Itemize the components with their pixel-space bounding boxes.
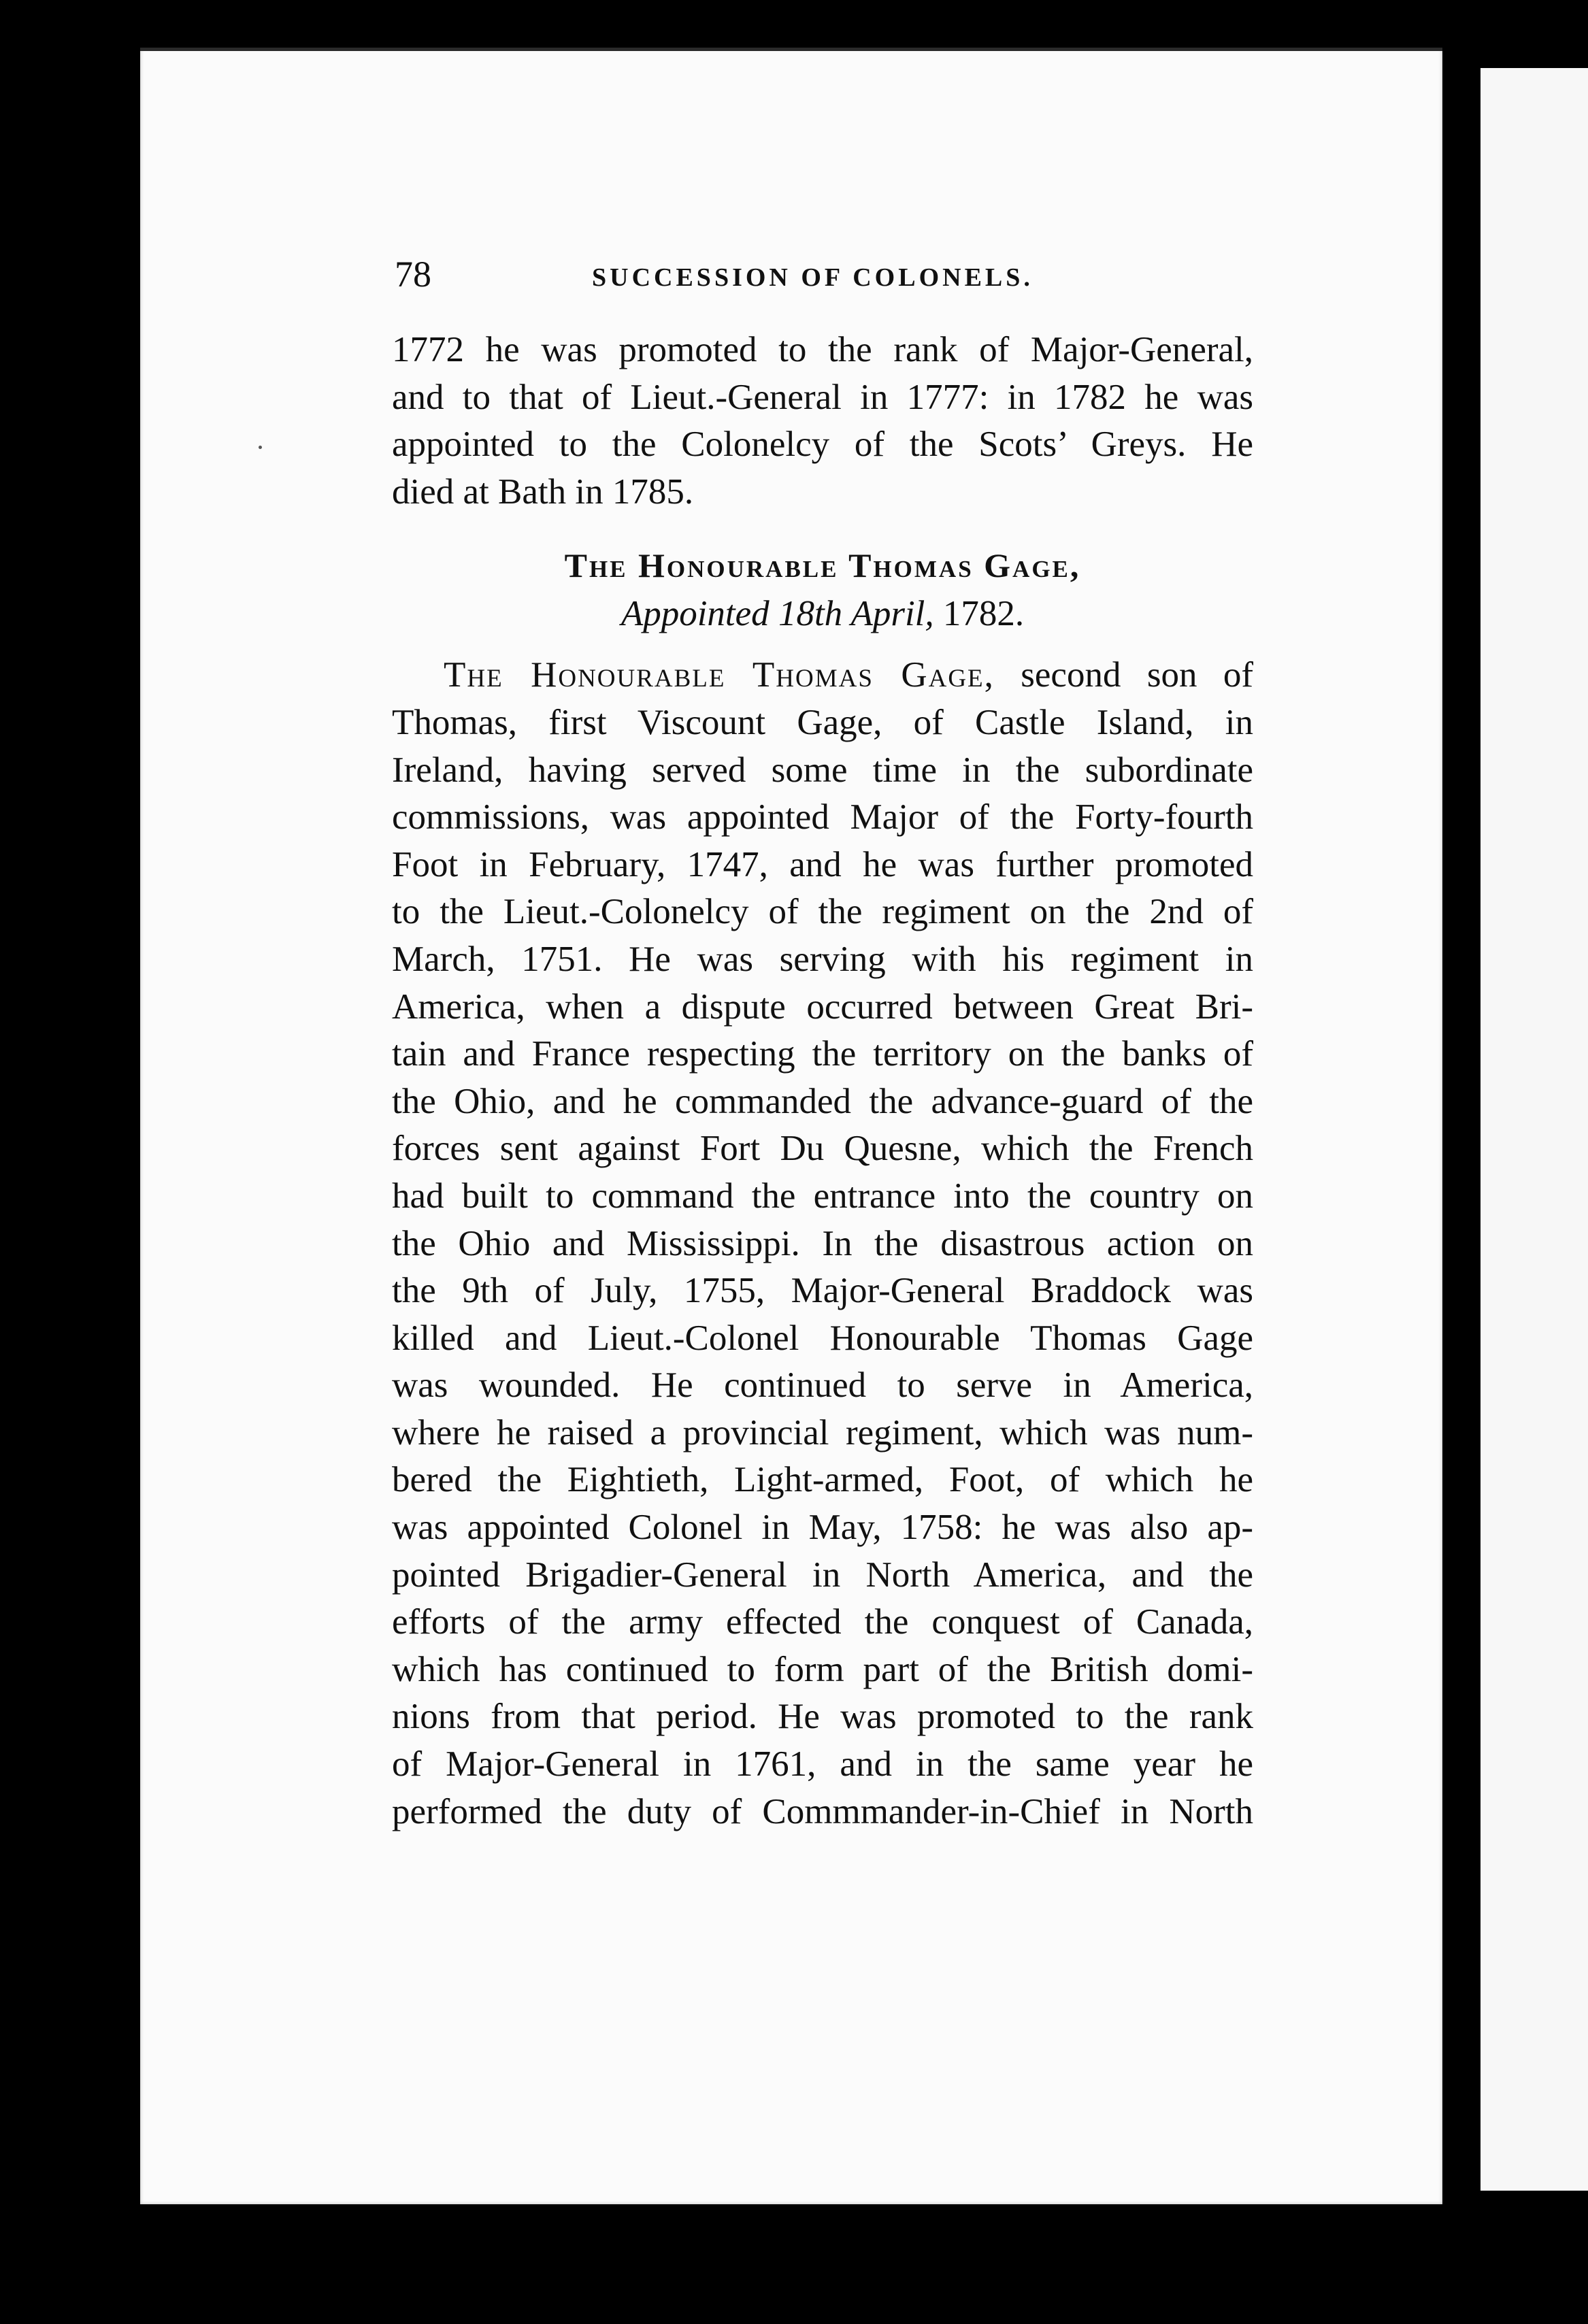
text-line: the Ohio, and he commanded the advance-guard of the [392,1081,1253,1121]
text-line: 1772 he was promoted to the rank of Major-General, [392,330,1253,369]
text-line: which has continued to form part of the British domi- [392,1649,1253,1689]
text-line: had built to command the entrance into the country on [392,1176,1253,1216]
text-line: America, when a dispute occurred between Great Bri- [392,986,1253,1027]
text-line: died at Bath in 1785. [392,471,694,512]
subtitle-date: 18th April, [778,594,934,634]
adjacent-page-edge [1481,68,1588,2191]
text-line: and to that of Lieut.-General in 1777: in 1782 he was [392,377,1253,417]
page-text [392,327,1253,1836]
paper-speck [259,446,262,449]
subtitle-appointed: Appointed [621,594,770,634]
lead-name: The Honourable Thomas Gage, [444,655,995,695]
text-line: bered the Eightieth, Light-armed, Foot, of which he [392,1460,1253,1500]
running-head: SUCCESSION OF COLONELS. [592,263,1033,292]
text-line: where he raised a provincial regiment, which was num- [392,1412,1253,1452]
page-header [395,253,1252,301]
text-line: was wounded. He continued to serve in America, [392,1365,1253,1406]
text-line: to the Lieut.-Colonelcy of the regiment on the 2nd of [392,892,1253,932]
subtitle-year: 1782. [942,594,1025,634]
text-line: efforts of the army effected the conquest of Canada, [392,1602,1253,1642]
text-line: commissions, was appointed Major of the Forty-fourth [392,797,1253,837]
page-top-edge [140,48,1442,51]
lead-rest: second son of [994,655,1253,695]
text-line: Foot in February, 1747, and he was further promoted [392,844,1253,884]
text-line: appointed to the Colonelcy of the Scots’ Greys. He [392,425,1253,465]
text-line: performed the duty of Commmander-in-Chief in North [392,1791,1253,1831]
text-line: the 9th of July, 1755, Major-General Braddock was [392,1271,1253,1311]
text-line: nions from that period. He was promoted to the rank [392,1697,1253,1737]
continuation-paragraph [392,327,1253,516]
text-line: March, 1751. He was serving with his regiment in [392,939,1253,979]
text-line: Ireland, having served some time in the subordinate [392,750,1253,790]
page-gutter-shadow [1470,68,1479,2197]
biography-paragraph [392,652,1253,1836]
text-line: forces sent against Fort Du Quesne, which the French [392,1129,1253,1169]
section-subtitle [392,589,1253,638]
text-line [392,652,1253,699]
page-number: 78 [395,254,431,295]
text-line: tain and France respecting the territory on the banks of [392,1034,1253,1074]
text-line: was appointed Colonel in May, 1758: he was also ap- [392,1508,1253,1548]
text-line: pointed Brigadier-General in North America, and the [392,1555,1253,1595]
text-line: the Ohio and Mississippi. In the disastrous action on [392,1223,1253,1263]
text-line: of Major-General in 1761, and in the same year he [392,1744,1253,1784]
text-line: Thomas, first Viscount Gage, of Castle Island, in [392,702,1253,742]
text-line: killed and Lieut.-Colonel Honourable Thomas Gage [392,1318,1253,1358]
section-title: The Honourable Thomas Gage, [564,546,1081,585]
